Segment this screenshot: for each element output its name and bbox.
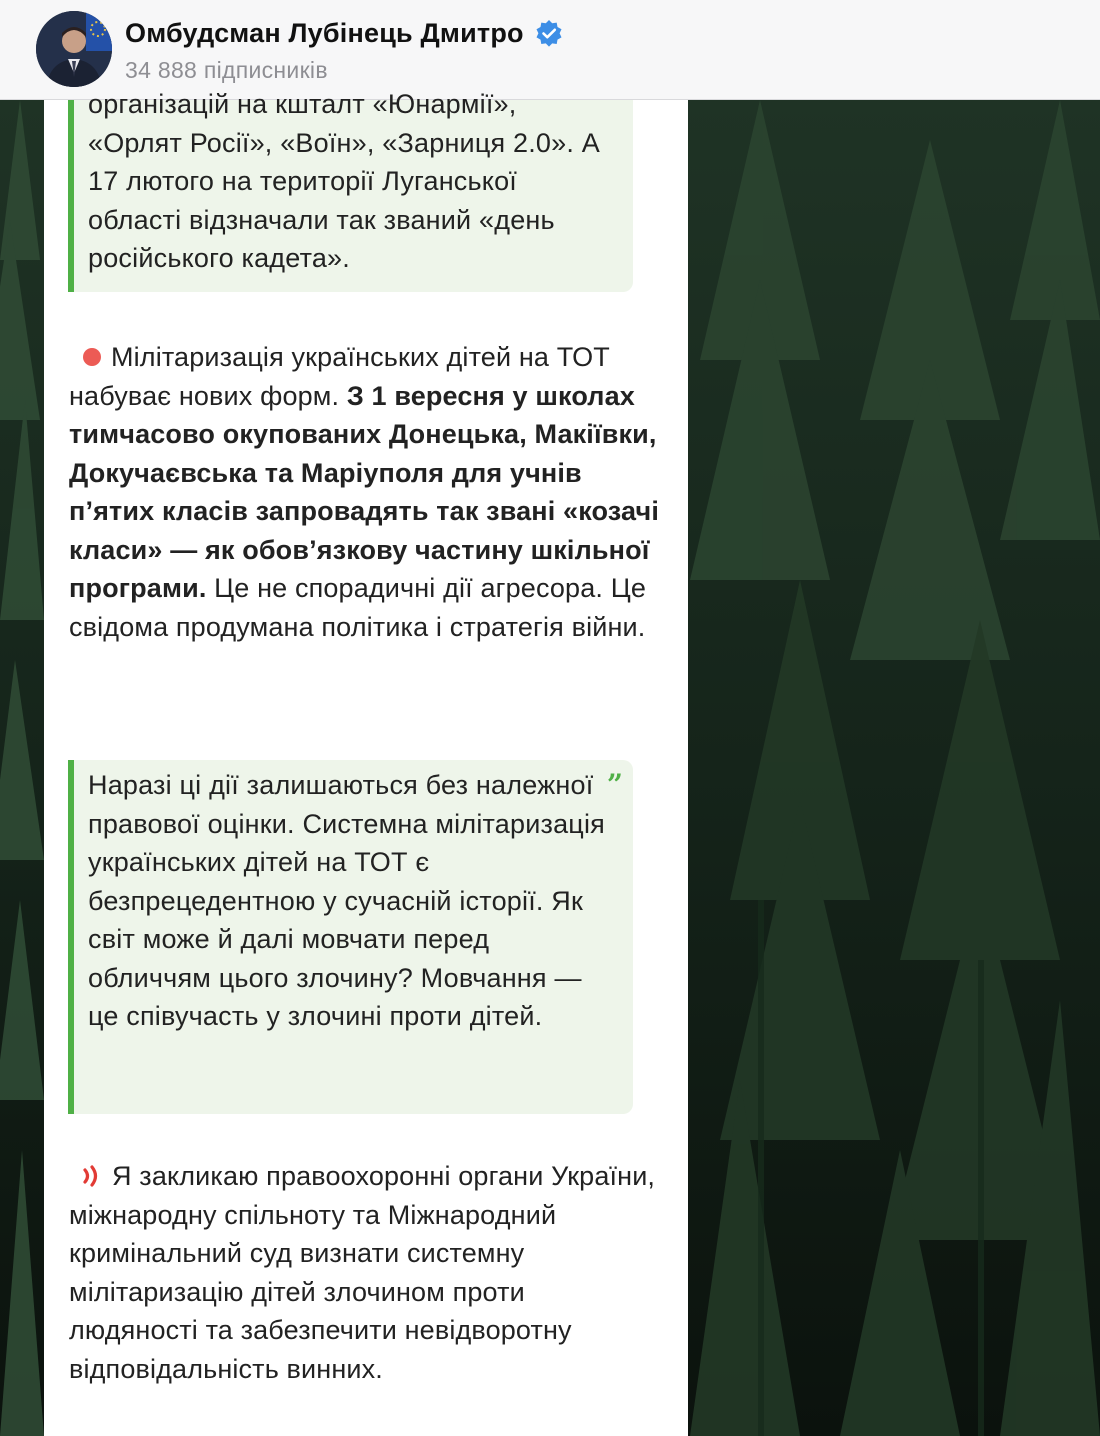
- blockquote-text: Наразі ці дії залишаються без належної правової оцінки. Системна мілітаризація українських дітей на ТОТ є безпрецедентною у сучасній історії. Як світ може й далі мовчати перед обличчям цього злочину? Мовчання — це співучасть у злочині проти дітей.: [88, 770, 605, 1031]
- red-circle-icon: [83, 348, 101, 366]
- channel-name[interactable]: Омбудсман Лубінець Дмитро: [125, 18, 524, 48]
- paragraph-text-end: Це не спорадичні дії агресора. Це свідома продумана політика і стратегія війни.: [69, 573, 646, 642]
- message-paragraph: [69, 1157, 659, 1388]
- blockquote: [68, 89, 633, 292]
- signal-icon: [80, 1164, 102, 1188]
- quote-mark-icon: ”: [606, 768, 623, 801]
- message-bubble[interactable]: [44, 89, 688, 1436]
- blockquote: [68, 760, 633, 1114]
- channel-avatar[interactable]: [36, 11, 112, 87]
- paragraph-bold-text: З 1 вересня у школах тимчасово окупованих Донецька, Макіївки, Докучаєвська та Маріуполя для учнів п’ятих класів запровадять так звані «козачі класи» — як обов’язкову частину шкільної програми.: [69, 380, 659, 603]
- blockquote-text: організацій на кшталт «Юнармії», «Орлят Росії», «Воїн», «Зарниця 2.0». А 17 лютого на території Луганської області відзначали так званий «день російського кадета».: [88, 89, 600, 273]
- message-paragraph: [69, 338, 659, 646]
- paragraph-text: Мілітаризація українських дітей на ТОТ набуває нових форм.: [69, 342, 610, 411]
- avatar-portrait: [36, 11, 112, 87]
- verified-badge-icon: [534, 19, 564, 49]
- subscriber-count: 34 888 підписників: [125, 57, 328, 83]
- paragraph-text: Я закликаю правоохоронні органи України, міжнародну спільноту та Міжнародний кримінальний суд визнати системну мілітаризацію дітей злочином проти людяності та забезпечити невідворотну відповідальність винних.: [69, 1161, 656, 1384]
